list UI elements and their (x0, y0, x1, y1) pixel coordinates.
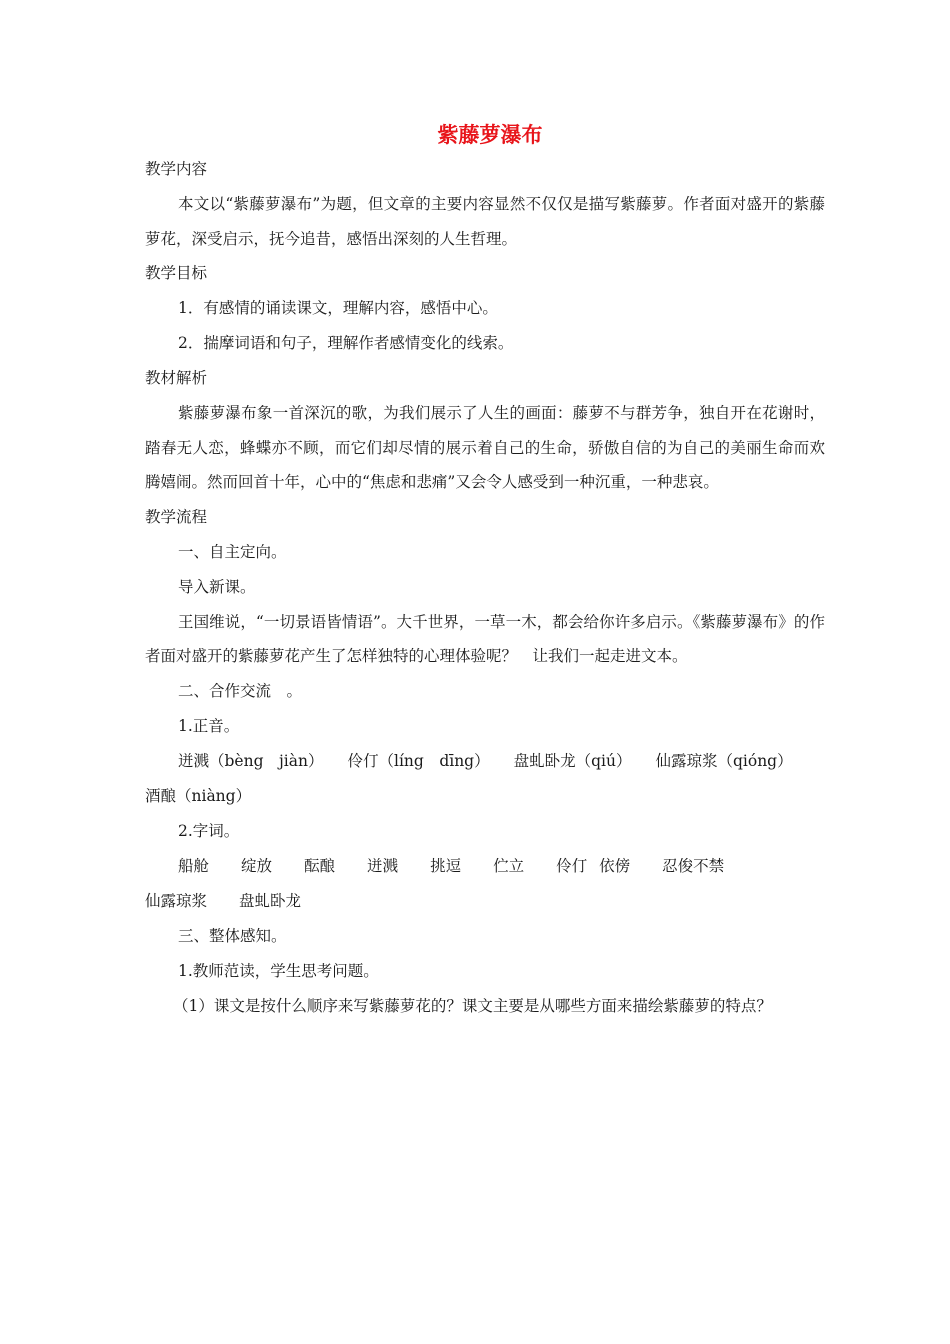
vocab-row-2 (145, 884, 825, 919)
step-2-heading: 二、合作交流 。 (178, 681, 303, 700)
vocab-word: 绽放 (241, 856, 273, 875)
pronunciation-heading: 1.正音。 (178, 716, 240, 735)
section-heading-analysis: 教材解析 (145, 369, 208, 387)
pinyin-row (145, 744, 825, 779)
vocab-word: 仙露琼浆 (145, 891, 208, 910)
pinyin-item: 伶仃（líng dīng） (347, 751, 490, 770)
pinyin-item: 盘虬卧龙（qiú） (513, 751, 632, 770)
step-1-sub: 导入新课。 (178, 577, 256, 596)
vocab-word: 伶仃 (556, 856, 588, 875)
vocab-word: 船舱 (178, 856, 210, 875)
vocab-row-1 (145, 849, 825, 884)
step-3-heading: 三、整体感知。 (178, 926, 287, 945)
vocab-word: 挑逗 (430, 856, 462, 875)
section-heading-content: 教学内容 (145, 160, 208, 178)
question-1: （1）课文是按什么顺序来写紫藤萝花的？课文主要是从哪些方面来描绘紫藤萝的特点？ (173, 996, 772, 1015)
vocab-word: 伫立 (493, 856, 525, 875)
pinyin-item: 仙露琼浆（qióng） (655, 751, 793, 770)
goal-item-1: 1．有感情的诵读课文，理解内容，感悟中心。 (178, 299, 498, 317)
vocab-word: 忍俊不禁 (662, 856, 725, 875)
section-heading-goals: 教学目标 (145, 264, 208, 282)
document-page (145, 118, 825, 1024)
pinyin-item-last: 酒酿（niàng） (145, 786, 252, 805)
vocab-word: 盘虬卧龙 (239, 891, 302, 910)
intro-paragraph: 王国维说，“一切景语皆情语”。大千世界，一草一木，都会给你许多启示。《紫藤萝瀑布》的作者面对盛开的紫藤萝花产生了怎样独特的心理体验呢？ 让我们一起走进文本。 (145, 612, 825, 665)
section-heading-process: 教学流程 (145, 507, 208, 526)
vocab-word: 依傍 (599, 856, 631, 875)
document-title: 紫藤萝瀑布 (437, 123, 543, 147)
step-3-sub: 1.教师范读，学生思考问题。 (178, 961, 379, 980)
analysis-paragraph: 紫藤萝瀑布象一首深沉的歌，为我们展示了人生的画面：藤萝不与群芳争，独自开在花谢时，踏春无人恋，蜂蝶亦不顾，而它们却尽情的展示着自己的生命，骄傲自信的为自己的美丽生命而欢腾嬉闹。然而回首十年，心中的“焦虑和悲痛”又会令人感受到一种沉重，一种悲哀。 (145, 404, 825, 491)
pinyin-item: 迸溅（bèng jiàn） (178, 751, 324, 770)
vocab-word: 迸溅 (367, 856, 399, 875)
vocab-word: 酝酿 (304, 856, 336, 875)
goal-item-2: 2．揣摩词语和句子，理解作者感情变化的线索。 (178, 334, 514, 352)
vocab-heading: 2.字词。 (178, 821, 240, 840)
content-paragraph: 本文以“紫藤萝瀑布”为题，但文章的主要内容显然不仅仅是描写紫藤萝。作者面对盛开的紫藤萝花，深受启示，抚今追昔，感悟出深刻的人生哲理。 (145, 195, 825, 248)
step-1-heading: 一、自主定向。 (178, 542, 287, 561)
